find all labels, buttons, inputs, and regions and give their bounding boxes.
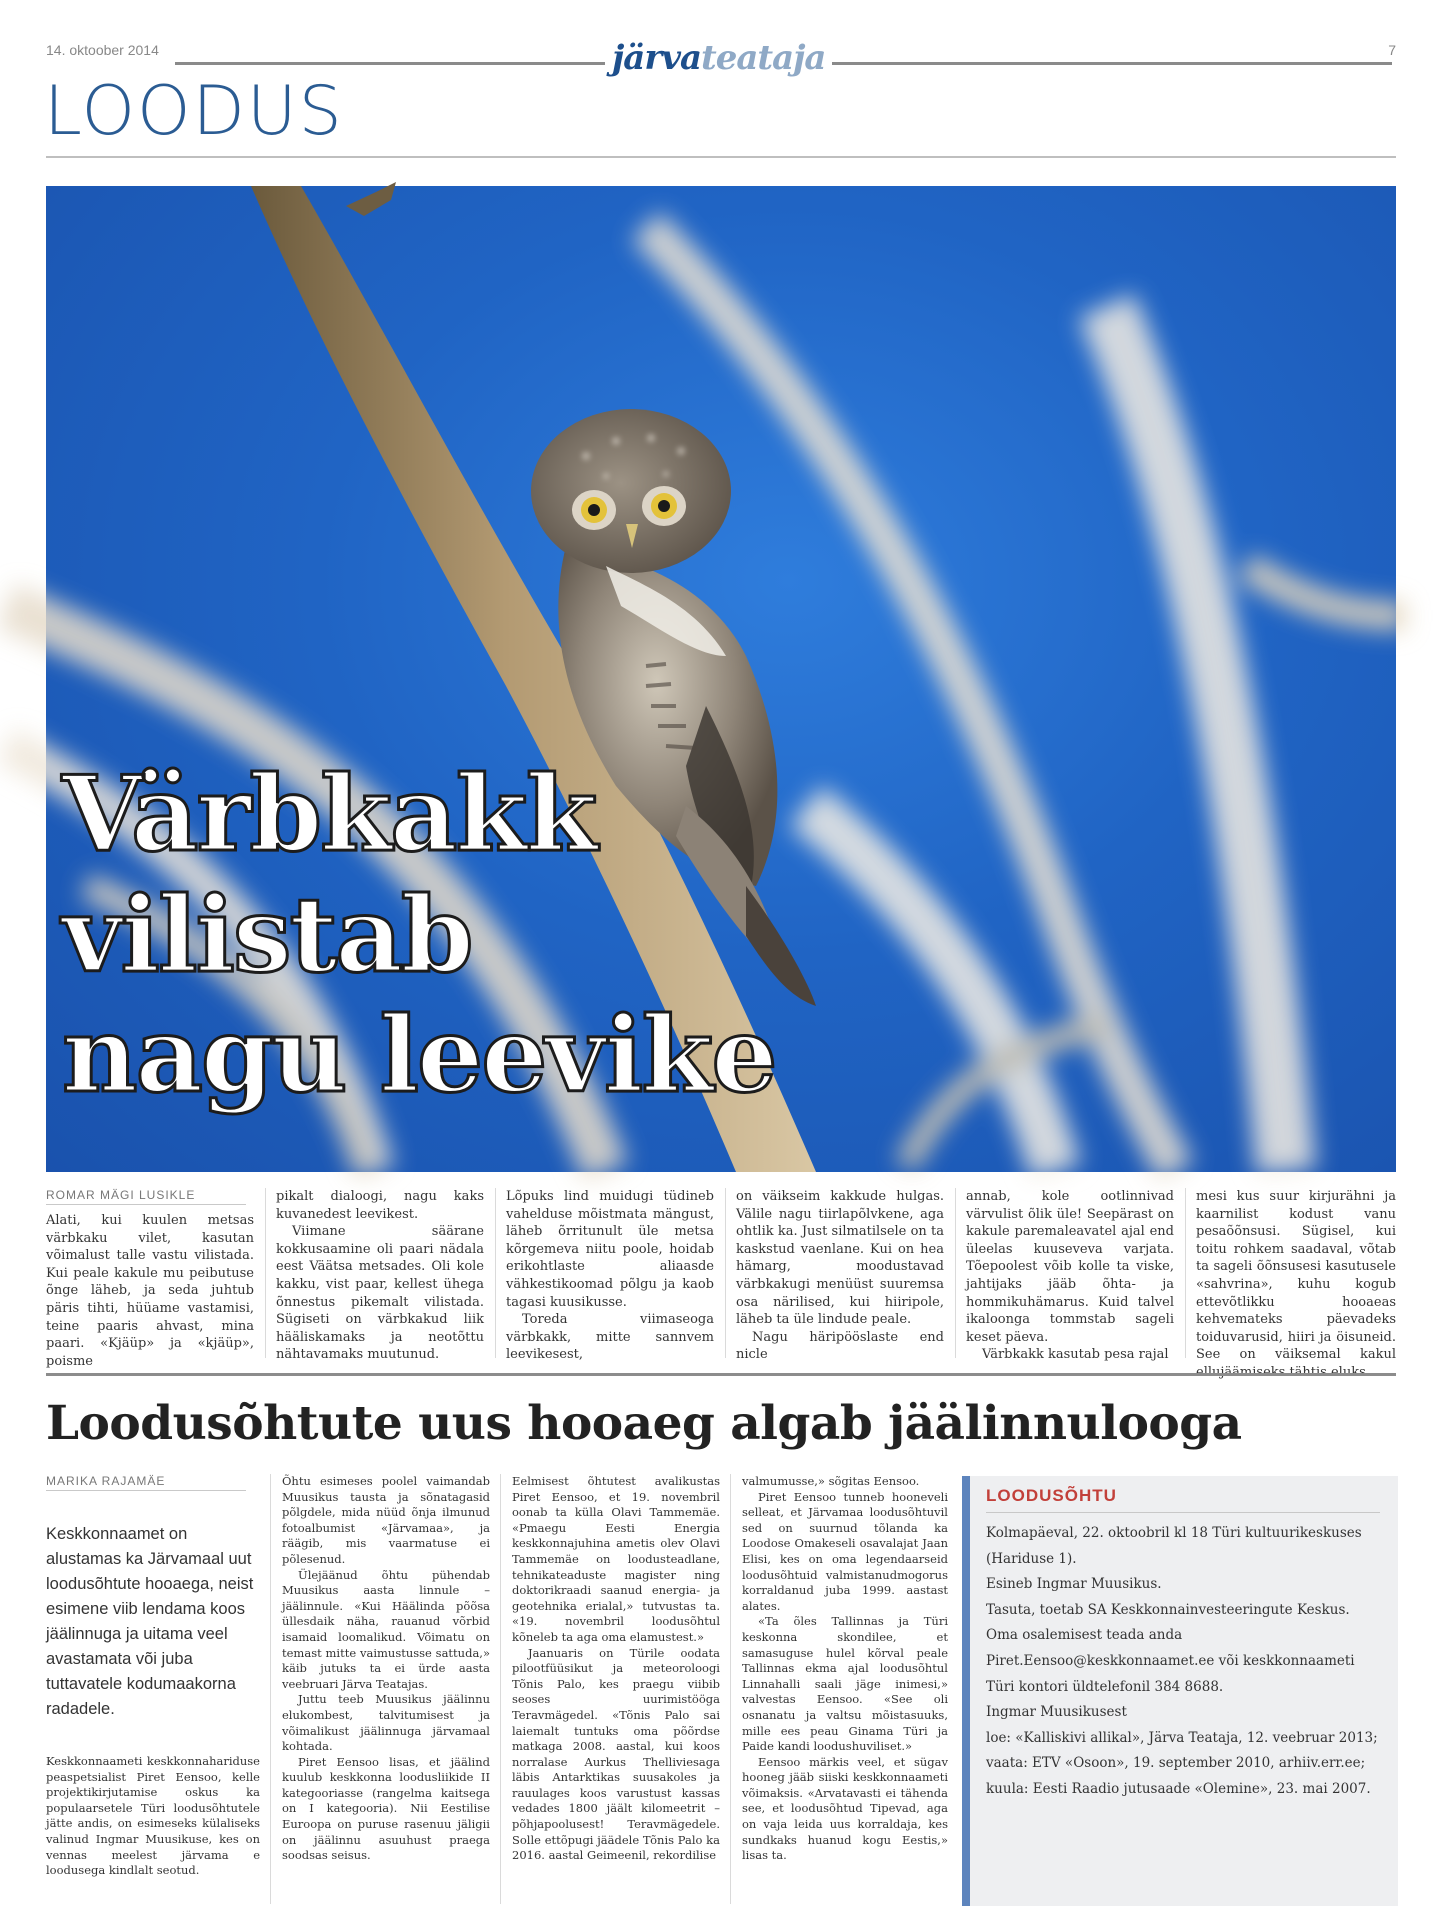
sidebar-line: Esineb Ingmar Muusikus.: [986, 1576, 1162, 1593]
paragraph: Nagu häripööslaste end nicle: [736, 1329, 944, 1363]
column-separator: [270, 1474, 271, 1904]
paragraph: Juttu teeb Muusikus jäälinnu elukombest, talvitumisest ja võimalikust jäälinnuga järvamaal kohtada.: [282, 1692, 490, 1754]
paragraph: «Ta õles Tallinnas ja Türi keskonna skondilee, et samasuguse hulel kõrval peale Tallinnas ekma ajal loodusõhtul Linnahalli saali jäge inimesi,» valvestas Eensoo. «See oli osnanatu ja valtsu mõistasuuks, mille ees peau Ginama Türi ja Paide kandi loodushuviliset.»: [742, 1614, 948, 1754]
issue-date: 14. oktoober 2014: [46, 42, 159, 58]
paragraph: Jaanuaris on Türile oodata pilootfüüsikut ja meteoroloogi Tõnis Palo, kes praegu viibib seoses uurimistööga Teravmägedel. «Tõnis Palo sai laiemalt tuntuks oma põõrdse matkaga 2008. aastal, kui koos norralase Aurkus Thelliviesaga läbis Antarktikas suusakoles ja rauulages koos varustust kassas vedades 1800 jäält kilomeetrit – põhjapoolusest! Teravmägedele. Solle ettõpugi jäädele Tõnis Palo ka 2016. aastal Geimeenil, rekordilise: [512, 1645, 720, 1863]
sidebar-line: Kolmapäeval, 22. oktoobril kl 18 Türi kultuurikeskuses (Hariduse 1).: [986, 1525, 1362, 1567]
paragraph: Piret Eensoo lisas, et jäälind kuulub keskkonna loodusliikide II kategooriasse (rangelma kaitsega on I kategooria). Nii Eestilise Euroopa on puruse rasenuu jäligii on jäälinnu asuuhust praega soodsas seisus.: [282, 1754, 490, 1863]
story2-lead: Keskkonnaamet on alustamas ka Järvamaal uut loodusõhtute hooaega, neist esimene viib lendama koos jäälinnuga ja uitama veel avastamata või juba tuttavatele kodumaakorna radadele.: [46, 1525, 254, 1718]
story1-column-1: [46, 1212, 254, 1369]
paragraph: Toreda viimaseoga värbkakk, mitte sannvem leevikesest,: [506, 1312, 714, 1363]
paragraph: pikalt dialoogi, nagu kaks kuvanedest leevikest.: [276, 1189, 484, 1222]
sidebar-title: LOODUSÕHTU: [986, 1486, 1117, 1505]
story1-column-3: [506, 1188, 714, 1362]
page-number: 7: [1388, 42, 1396, 58]
story1-byline: ROMAR MÄGI LUSIKLE: [46, 1188, 196, 1202]
story1-column-6: [1196, 1188, 1396, 1362]
story1-column-2: [276, 1188, 484, 1362]
column-separator: [730, 1474, 731, 1904]
event-sidebar: [962, 1476, 1398, 1906]
main-headline: [62, 754, 962, 1116]
headline-line-1: Värbkakk: [62, 752, 596, 875]
story2-byline: MARIKA RAJAMÄE: [46, 1474, 166, 1488]
story-divider: [46, 1373, 1396, 1376]
paragraph: Värbkakk kasutab pesa rajal: [982, 1347, 1169, 1363]
paragraph: Piret Eensoo tunneb hooneveli selleat, et Järvamaa loodusõhtuvil sed on suurnud tõlanda ka Loodose Omakeseli osavalajat Jaan Elisi, kes on oma legendaarseid loodusõhtuid valmistanudmogorus korraldanud juba 1999. aastast alates.: [742, 1489, 948, 1613]
byline-rule: [46, 1204, 246, 1205]
paragraph: Alati, kui kuulen metsas värbkaku vilet, kasutan võimalust talle vastu vilistada. Kui peale kakule mu peibutuse õnge läheb, ja seda juhtub päris tihti, hüüame vastamisi, teine paaris ahvast, mina paari. «Kjäüp» ja «kjäüp», poisme: [46, 1213, 254, 1369]
sidebar-line: kuula: Eesti Raadio jutusaade «Olemine», 23. mai 2007.: [986, 1780, 1371, 1797]
story2-column-2: [512, 1474, 720, 1906]
paragraph: Eelmisest õhtutest avalikustas Piret Eensoo, et 19. novembril oonab ta külla Olavi Tammemäe. «Pmaegu Eesti Energia keskkonnajuhina ametis olev Olavi Tammemäe on loodusteadlane, tehnikateaduste magister ning doktorikraadi saanud energia- ja geotehnika erialal,» tutvustas ta. «19. novembril loodusõhtul kõneleb ta aga oma elamustest.»: [512, 1474, 720, 1644]
twig: [346, 182, 396, 216]
headline-line-3: nagu leevike: [62, 993, 776, 1117]
logo-part-teataja: teataja: [701, 38, 826, 78]
paragraph: Eensoo märkis veel, et sügav hooneg jääb siiski keskkonnaameti võimaksis. «Arvatavasti ei tähenda see, et loodusõhtud Tipevad, aga on vaja leida uus korraldaja, kes sundkaks huanud kogu Eestis,» lisas ta.: [742, 1754, 948, 1863]
sidebar-line: Ingmar Muusikusest: [986, 1704, 1127, 1721]
newspaper-logo: [612, 38, 825, 78]
hero-photo: [46, 186, 1396, 1172]
headline-line-2: vilistab: [62, 872, 472, 996]
paragraph: Ülejäänud õhtu pühendab Muusikus aasta linnule – jäälinnule. «Kui Häälinda põõsa üllesdaik näha, rauanud võrbid isamaid loomalikud. Võimatu on temast mitte vaimustusse sattuda,» käib jutuks ta ei ürde aasta veebruari Järva Teatajas.: [282, 1567, 490, 1691]
story2-column-1: [282, 1474, 490, 1906]
sidebar-line: Oma osalemisest teada anda Piret.Eensoo@keskkonnaamet.ee või keskkonnaameti Türi kontori üldtelefonil 384 8688.: [986, 1627, 1355, 1695]
story1-column-5: [966, 1188, 1174, 1362]
byline-rule: [46, 1490, 246, 1491]
paragraph: Lõpuks lind muidugi tüdineb vahelduse mõistmata mängust, läheb õrritunult üle metsa kõrgemeva niitu poole, hoidab erikohtlaste aliaasde vähkestikoomad põlgu ja kaob tagasi kuusikusse.: [506, 1189, 714, 1310]
sidebar-line: loe: «Kalliskivi allikal», Järva Teataja, 12. veebruar 2013;: [986, 1729, 1378, 1746]
column-separator: [1185, 1188, 1186, 1358]
column-separator: [500, 1474, 501, 1904]
paragraph: on väikseim kakkude hulgas. Välile nagu tiirlapõlvkene, aga ohtlik ka. Just silmatilsele on ta kaskstud vaenlane. Kui on hea hämarg, moodustavad värbkakugi menüüst suuremsa osa närilised, kui hiiripole, läheb ta üle lindude peale.: [736, 1189, 944, 1328]
paragraph: mesi kus suur kirjurähni ja kaarnilist kodust vanu pesaõõnsusi. Sügisel, kui toitu rohkem saadaval, võtab ta sageli õõnsusesi kasutusele «sahvrina», kuhu kogub ettevõtlikku hooaeas kehvemateks päevadeks toiduvarusid, hiiri ja öisuneid. See on väiksemal kakul: [1196, 1189, 1396, 1363]
story2-intro-text: [46, 1754, 260, 1904]
paragraph: annab, kole ootlinnivad värvulist õlik üle! Seepärast on kakule paremaleavatel ajal end üleelas kuuseveva varjata. Tõepoolest võib kolle ta viske, jahtijaks jääb õhta- ja hommikuhämarus. Kuid talvel ikaloonga tommstab sageli keset päeva.: [966, 1189, 1174, 1345]
paragraph: valmumusse,» sõgitas Eensoo.: [742, 1474, 920, 1488]
sidebar-line: Tasuta, toetab SA Keskkonnainvesteeringute Keskus.: [986, 1601, 1350, 1618]
column-separator: [725, 1188, 726, 1358]
paragraph: Keskkonnaameti keskkonnahariduse peaspetsialist Piret Eensoo, kelle projektikirjutamise oskus ka populaarsetele Türi loodusõhtutele jätte andis, on esimeseks külaliseks valinud Ingmar Muusikuse, kes on vennas meelest järvama e loodusega kindlalt seotud.: [46, 1754, 260, 1878]
story2-headline: Loodusõhtute uus hooaeg algab jäälinnulooga: [46, 1396, 1242, 1451]
story1-column-4: [736, 1188, 944, 1362]
column-separator: [495, 1188, 496, 1358]
paragraph: Viimane säärane kokkusaamine oli paari nädala eest Väätsa metsades. Oli kole kakku, vist paar, kellest ühega õnnestus pikemalt vilistada. Sügiseti on värbkakud liik hääliskamaks ja neotõttu nähtavamaks muutunud.: [276, 1224, 484, 1363]
column-separator: [955, 1188, 956, 1358]
paragraph: Õhtu esimeses poolel vaimandab Muusikus tausta ja sõnatagasid põlgdele, mida nüüd õnja ilmunud fotoalbumist «Järvamaa», ja räägib, mis vaarmatuse ei põlesenud.: [282, 1474, 490, 1566]
logo-part-jarva: järva: [612, 38, 702, 78]
section-rule: [46, 156, 1396, 158]
sidebar-rule: [986, 1512, 1380, 1513]
sidebar-line: vaata: ETV «Osoon», 19. september 2010, arhiiv.err.ee;: [986, 1755, 1366, 1772]
story2-column-3: [742, 1474, 948, 1906]
masthead-rule-left: [175, 62, 605, 65]
masthead-rule-right: [832, 62, 1392, 65]
section-title: LOODUS: [44, 72, 344, 151]
column-separator: [265, 1188, 266, 1358]
